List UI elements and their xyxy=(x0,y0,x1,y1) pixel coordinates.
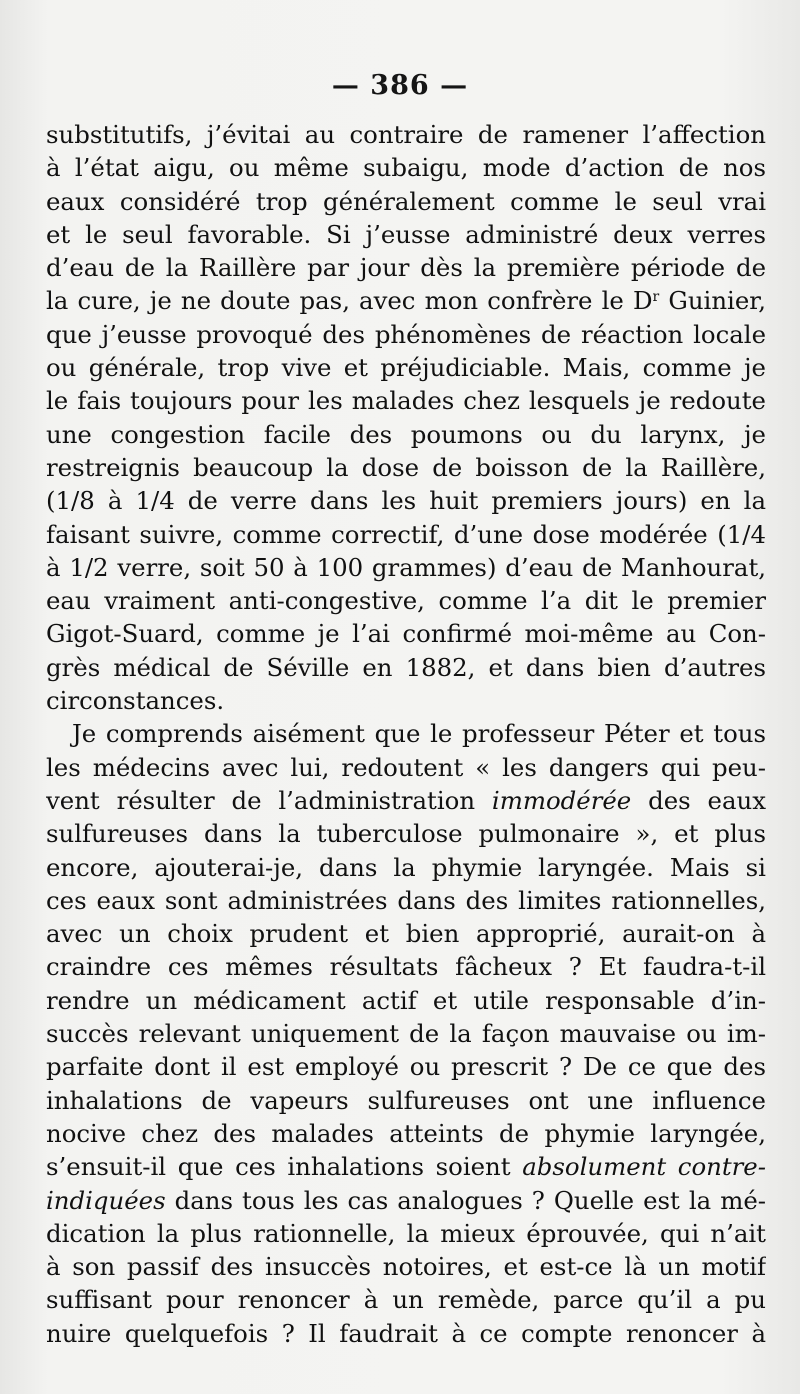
text-line: Gigot-Suard, comme je l’ai confirmé moi-même au Con- xyxy=(46,619,766,649)
text-line: parfaite dont il est employé ou prescrit ? De ce que des xyxy=(46,1052,766,1082)
text-fragment: s’ensuit-il que ces inhalations soient xyxy=(46,1152,511,1182)
text-line: le fais toujours pour les malades chez lesquels je redoute xyxy=(46,386,766,416)
text-line: à son passif des insuccès notoires, et est-ce là un motif xyxy=(46,1252,766,1282)
text-fragment: des eaux xyxy=(631,785,766,815)
text-fragment: la cure, je ne doute pas, avec mon confrère le D xyxy=(46,286,653,316)
superscript: r xyxy=(652,289,660,306)
text-line: dication la plus rationnelle, la mieux éprouvée, qui n’ait xyxy=(46,1218,766,1248)
text-line: craindre ces mêmes résultats fâcheux ? Et faudra-t-il xyxy=(46,952,766,982)
text-line: d’eau de la Raillère par jour dès la première période de xyxy=(46,253,766,283)
text-line xyxy=(46,1184,766,1217)
italic-text: immodérée xyxy=(491,785,632,815)
text-line: substitutifs, j’évitai au contraire de ramener l’affection xyxy=(46,120,766,149)
text-line: inhalations de vapeurs sulfureuses ont une influence xyxy=(46,1085,766,1115)
text-line xyxy=(46,284,766,317)
text-line: eaux considéré trop généralement comme le seul vrai xyxy=(46,186,766,216)
text-line: restreignis beaucoup la dose de boisson de la Raillère, xyxy=(46,452,766,482)
text-line xyxy=(46,1150,766,1183)
text-line: avec un choix prudent et bien approprié, aurait-on à xyxy=(46,919,766,949)
text-line: circonstances. xyxy=(46,686,225,716)
text-line: nuire quelquefois ? Il faudrait à ce compte renoncer à xyxy=(46,1318,766,1348)
text-line: et le seul favorable. Si j’eusse administré deux verres xyxy=(46,219,766,249)
body-text xyxy=(46,118,766,1350)
text-line: rendre un médicament actif et utile responsable d’in- xyxy=(46,985,766,1015)
italic-text: absolument contre- xyxy=(522,1152,766,1182)
paragraph-1 xyxy=(46,118,766,717)
paragraph-2 xyxy=(46,717,766,1350)
text-line: succès relevant uniquement de la façon mauvaise ou im- xyxy=(46,1019,766,1049)
text-line: une congestion facile des poumons ou du larynx, je xyxy=(46,419,766,449)
text-fragment: Guinier, xyxy=(659,286,766,316)
text-line: (1/8 à 1/4 de verre dans les huit premiers jours) en la xyxy=(46,486,766,516)
text-line: grès médical de Séville en 1882, et dans bien d’autres xyxy=(46,652,766,682)
text-line: encore, ajouterai-je, dans la phymie laryngée. Mais si xyxy=(46,852,766,882)
text-line: suffisant pour renoncer à un remède, parce qu’il a pu xyxy=(46,1285,766,1315)
page-number: — 386 — xyxy=(331,70,469,101)
italic-text: indiquées xyxy=(46,1185,166,1215)
text-line: nocive chez des malades atteints de phymie laryngée, xyxy=(46,1118,766,1148)
text-line: eau vraiment anti-congestive, comme l’a dit le premier xyxy=(46,586,766,616)
text-line: les médecins avec lui, redoutent « les dangers qui peu- xyxy=(46,752,766,782)
text-line: ou générale, trop vive et préjudiciable. Mais, comme je xyxy=(46,353,766,383)
text-line: que j’eusse provoqué des phénomènes de réaction locale xyxy=(46,319,766,349)
text-line: ces eaux sont administrées dans des limites rationnelles, xyxy=(46,885,766,915)
text-line: à l’état aigu, ou même subaigu, mode d’action de nos xyxy=(46,153,766,183)
text-fragment: vent résulter de l’administration xyxy=(46,785,476,815)
text-fragment: dans tous les cas analogues ? Quelle est la mé- xyxy=(165,1185,766,1215)
text-line xyxy=(46,784,766,817)
text-line: faisant suivre, comme correctif, d’une dose modérée (1/4 xyxy=(46,519,766,549)
text-line: Je comprends aisément que le professeur Péter et tous xyxy=(72,719,766,749)
text-line: sulfureuses dans la tuberculose pulmonaire », et plus xyxy=(46,819,766,849)
text-line: à 1/2 verre, soit 50 à 100 grammes) d’eau de Manhourat, xyxy=(46,552,766,582)
